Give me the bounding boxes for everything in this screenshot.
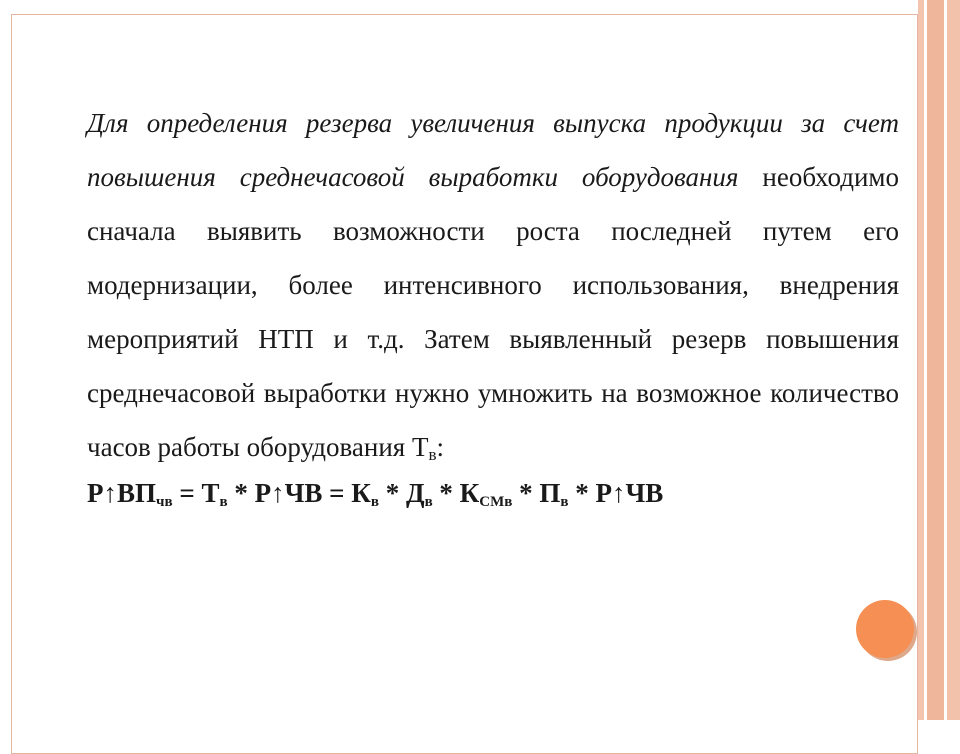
formula-part: * П <box>512 478 561 508</box>
body-text-subscript: в <box>428 445 437 464</box>
decorative-stripes <box>918 0 960 720</box>
body-text-regular: необходимо сначала выявить возможности роста последней путем его модернизации, более интенсивного использования, внедрения мероприятий НТП и т.д. Затем выявленный резерв повышения среднечасовой выработки нужно умножить на возможное количество часов работы оборудования Т <box>87 162 899 462</box>
slide-body <box>87 96 899 519</box>
formula-subscript: чв <box>156 494 173 510</box>
formula-subscript: СМв <box>479 494 513 510</box>
formula-part: = Т <box>172 478 220 508</box>
stripe <box>947 0 960 720</box>
formula-part: * Р↑ЧВ = К <box>227 478 371 508</box>
body-text-italic: Для определения резерва увеличения выпуска продукции за счет повышения среднечасовой выработки оборудования <box>87 108 899 192</box>
formula-part: * К <box>432 478 480 508</box>
decorative-circle <box>856 600 914 658</box>
formula-part: * Д <box>378 478 425 508</box>
formula-part: Р↑ВП <box>87 478 157 508</box>
formula-subscript: в <box>424 494 433 510</box>
formula-subscript: в <box>370 494 379 510</box>
stripe <box>927 0 944 720</box>
formula-subscript: в <box>219 494 228 510</box>
formula-subscript: в <box>560 494 569 510</box>
body-paragraph <box>87 96 899 482</box>
formula-part: * Р↑ЧВ <box>568 478 664 508</box>
body-text-end: : <box>436 432 445 462</box>
formula <box>87 476 899 519</box>
